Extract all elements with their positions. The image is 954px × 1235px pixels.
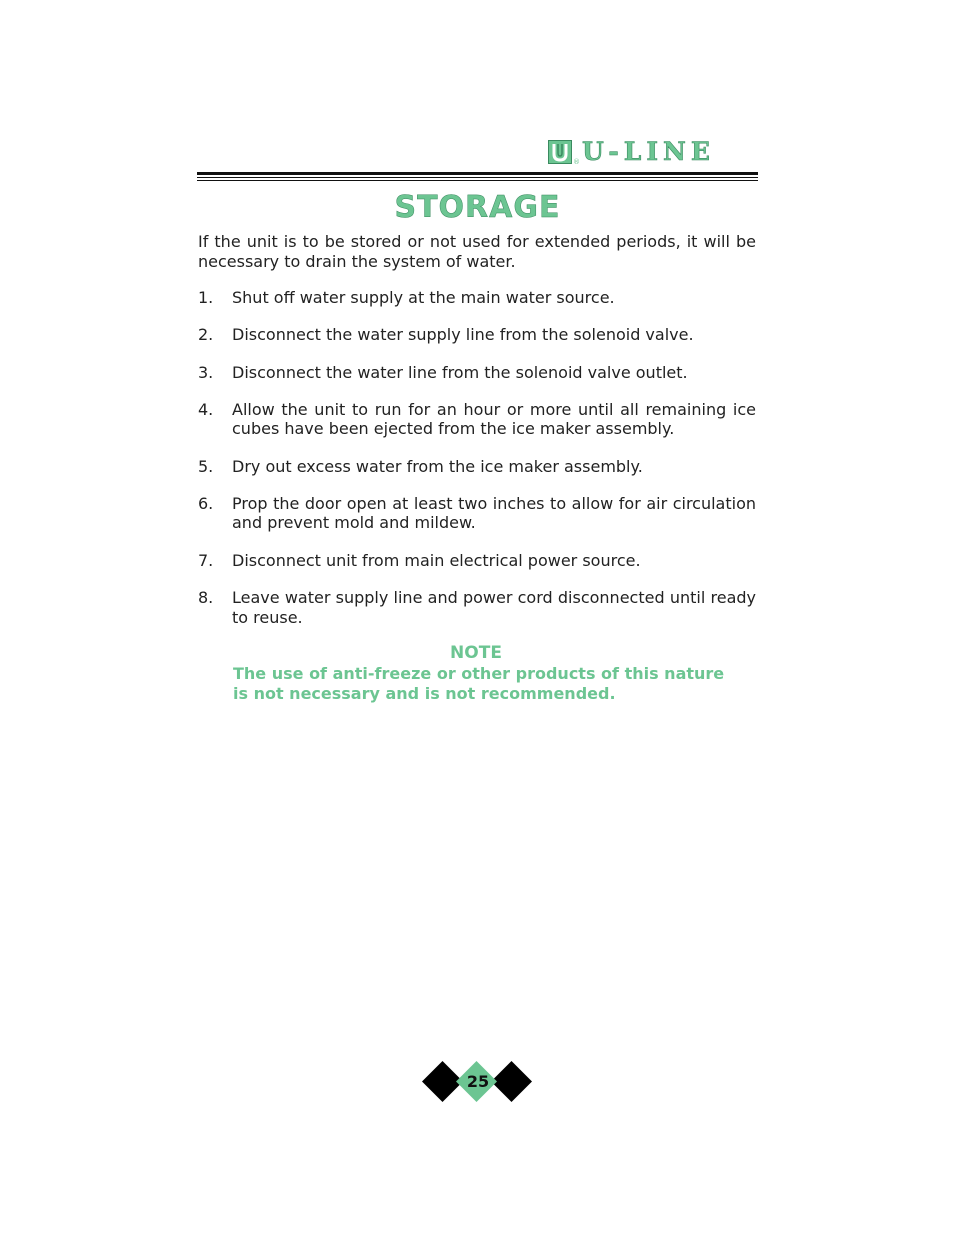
list-item (198, 588, 756, 627)
intro-paragraph: If the unit is to be stored or not used for extended periods, it will be necessary to drain the system of water. (198, 232, 756, 271)
note-text: The use of anti-freeze or other products of this nature is not necessary and is not recommended. (233, 664, 725, 703)
list-item (198, 400, 756, 439)
header-rule-thin-1 (197, 177, 758, 178)
page-title: STORAGE (394, 190, 561, 225)
step-text: Leave water supply line and power cord disconnected until ready to reuse. (232, 588, 756, 627)
step-number: 6. (198, 493, 214, 513)
page-number-badge (422, 1060, 534, 1104)
list-item (198, 551, 756, 571)
step-text: Disconnect the water line from the solenoid valve outlet. (232, 362, 688, 382)
header-rule-thick (197, 172, 758, 175)
list-item (198, 325, 756, 345)
registered-mark: ® (573, 158, 580, 166)
page-number: 25 (466, 1072, 490, 1091)
u-line-logo-icon (548, 140, 572, 164)
step-text: Shut off water supply at the main water source. (232, 288, 615, 307)
step-text: Dry out excess water from the ice maker assembly. (232, 456, 643, 476)
step-text: Allow the unit to run for an hour or more until all remaining ice cubes have been ejected from the ice maker assembly. (232, 399, 756, 439)
list-item (198, 288, 756, 308)
list-item (198, 494, 756, 533)
list-item (198, 363, 756, 383)
step-number: 5. (198, 456, 214, 476)
storage-steps-list (198, 288, 756, 645)
brand-logo (548, 138, 715, 166)
step-text: Disconnect the water supply line from the solenoid valve. (232, 325, 694, 345)
list-item (198, 457, 756, 477)
header-rule-thin-2 (197, 180, 758, 181)
step-number: 7. (198, 550, 214, 570)
step-number: 1. (198, 288, 214, 307)
step-number: 2. (198, 325, 214, 345)
step-number: 3. (198, 362, 214, 382)
note-heading: NOTE (450, 643, 502, 663)
brand-name: U-LINE (582, 137, 715, 166)
step-number: 4. (198, 399, 214, 419)
step-text: Prop the door open at least two inches to allow for air circulation and prevent mold and mildew. (232, 493, 756, 533)
step-number: 8. (198, 588, 214, 608)
step-text: Disconnect unit from main electrical power source. (232, 550, 641, 570)
